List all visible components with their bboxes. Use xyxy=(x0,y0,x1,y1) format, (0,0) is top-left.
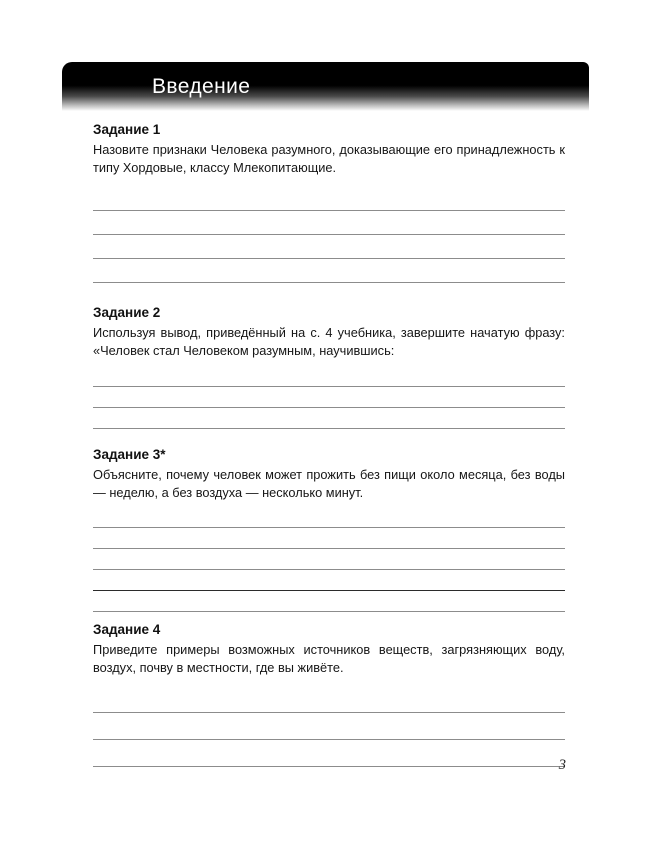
answer-lines xyxy=(93,187,565,283)
page-number: 3 xyxy=(558,757,566,773)
answer-line xyxy=(93,528,565,549)
task-section xyxy=(93,622,565,768)
task-section xyxy=(93,122,565,283)
chapter-banner xyxy=(62,62,589,111)
answer-line xyxy=(93,740,565,767)
task-section xyxy=(93,447,565,612)
answer-line xyxy=(93,713,565,740)
answer-lines xyxy=(93,507,565,612)
answer-line xyxy=(93,187,565,211)
task-title: Задание 3* xyxy=(93,447,166,462)
task-title: Задание 4 xyxy=(93,621,161,637)
answer-line xyxy=(93,235,565,259)
task-text: Используя вывод, приведённый на с. 4 учебника, завершите начатую фразу: «Человек стал Человеком разумным, научившись: xyxy=(93,324,565,358)
answer-lines xyxy=(93,686,565,767)
answer-line xyxy=(93,211,565,235)
answer-line xyxy=(93,408,565,429)
answer-line xyxy=(93,387,565,408)
task-text: Приведите примеры возможных источников веществ, загрязняющих воду, воздух, почву в местности, где вы живёте. xyxy=(93,641,565,675)
answer-line xyxy=(93,366,565,387)
answer-line xyxy=(93,549,565,570)
task-title: Задание 1 xyxy=(93,122,161,137)
tasks-container xyxy=(93,122,565,767)
answer-lines xyxy=(93,366,565,429)
answer-line xyxy=(93,259,565,283)
task-title: Задание 2 xyxy=(93,304,161,320)
chapter-title: Введение xyxy=(152,75,251,98)
answer-line xyxy=(93,570,565,591)
answer-line xyxy=(93,686,565,713)
answer-line xyxy=(93,591,565,612)
task-section xyxy=(93,305,565,430)
task-text: Объясните, почему человек может прожить без пищи около месяца, без воды — неделю, а без воздуха — несколько минут. xyxy=(93,467,565,501)
answer-line xyxy=(93,507,565,528)
task-text: Назовите признаки Человека разумного, доказывающие его принадлежность к типу Хордовые, классу Млекопитающие. xyxy=(93,142,565,176)
